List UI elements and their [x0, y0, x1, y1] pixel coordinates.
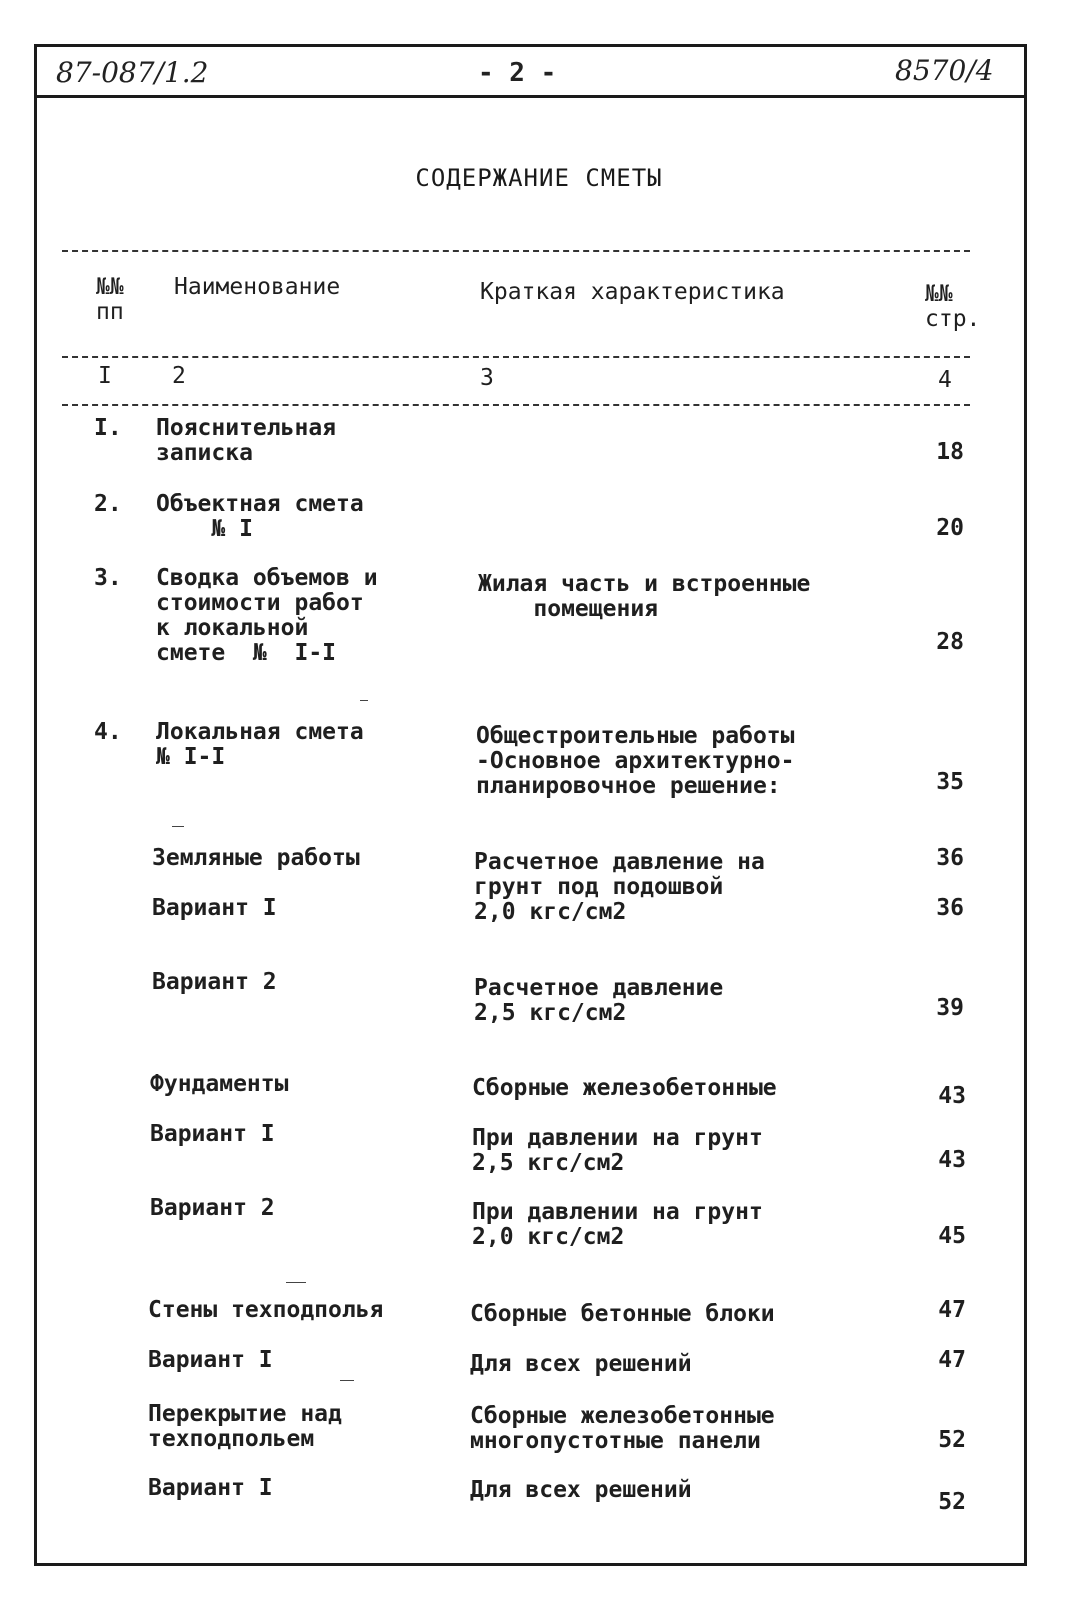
row-number: 2.: [94, 491, 122, 517]
row-page: 39: [936, 995, 964, 1021]
header-rule: [37, 95, 1024, 98]
row-description: Расчетное давление 2,5 кгс/см2: [474, 975, 724, 1026]
row-name: Земляные работы: [152, 845, 360, 871]
row-page: 28: [936, 629, 964, 655]
table-rule: [62, 404, 970, 406]
header-desc: Краткая характеристика: [480, 279, 785, 305]
row-name: Перекрытие над техподпольем: [148, 1401, 342, 1452]
scan-mark: [172, 826, 184, 827]
row-description: 2,0 кгс/см2: [474, 899, 627, 925]
row-page: 45: [938, 1223, 966, 1249]
row-name: Вариант 2: [152, 969, 277, 995]
row-page: 20: [936, 515, 964, 541]
row-description: Сборные бетонные блоки: [470, 1301, 775, 1327]
scan-mark: [286, 1282, 306, 1283]
row-description: Расчетное давление на грунт под подошвой: [474, 849, 765, 900]
row-name: Сводка объемов и стоимости работ к локальной смете № I-I: [156, 565, 378, 666]
row-description: При давлении на грунт 2,0 кгс/см2: [472, 1199, 763, 1250]
row-name: Объектная смета № I: [156, 491, 364, 542]
column-number: 3: [480, 365, 494, 391]
row-name: Локальная смета № I-I: [156, 719, 364, 770]
row-page: 18: [936, 439, 964, 465]
row-name: Вариант I: [152, 895, 277, 921]
row-name: Вариант I: [148, 1347, 273, 1373]
archive-number: 8570/4: [895, 54, 994, 87]
row-description: Для всех решений: [470, 1477, 692, 1503]
table-rule: [62, 250, 970, 252]
row-name: Пояснительная записка: [156, 415, 337, 466]
document-sheet: [34, 44, 1027, 1566]
row-description: Жилая часть и встроенные помещения: [478, 571, 811, 622]
row-description: Сборные железобетонные: [472, 1075, 777, 1101]
header-name: Наименование: [174, 274, 341, 300]
column-number: I: [98, 363, 112, 389]
row-page: 35: [936, 769, 964, 795]
row-description: Общестроительные работы -Основное архитектурно- планировочное решение:: [476, 723, 795, 799]
row-name: Вариант I: [148, 1475, 273, 1501]
row-page: 52: [938, 1427, 966, 1453]
header-page: №№ стр.: [925, 281, 981, 332]
header-no: №№ пп: [96, 274, 124, 325]
row-page: 43: [938, 1147, 966, 1173]
row-number: 3.: [94, 565, 122, 591]
row-description: Сборные железобетонные многопустотные панели: [470, 1403, 775, 1454]
row-number: I.: [94, 415, 122, 441]
scan-mark: [360, 700, 368, 701]
row-page: 52: [938, 1489, 966, 1515]
scan-mark: [340, 1380, 354, 1381]
row-page: 47: [938, 1297, 966, 1323]
doc-code: 87-087/1.2: [56, 56, 209, 89]
row-description: Для всех решений: [470, 1351, 692, 1377]
row-page: 43: [938, 1083, 966, 1109]
column-number: 2: [172, 363, 186, 389]
row-name: Фундаменты: [150, 1071, 289, 1097]
page-title: СОДЕРЖАНИЕ СМЕТЫ: [415, 164, 663, 192]
row-name: Стены техподполья: [148, 1297, 384, 1323]
row-name: Вариант I: [150, 1121, 275, 1147]
row-number: 4.: [94, 719, 122, 745]
table-rule: [62, 356, 970, 358]
row-description: При давлении на грунт 2,5 кгс/см2: [472, 1125, 763, 1176]
column-number: 4: [938, 367, 952, 393]
page-marker: - 2 -: [478, 58, 557, 88]
row-page: 36: [936, 845, 964, 871]
row-page: 36: [936, 895, 964, 921]
row-name: Вариант 2: [150, 1195, 275, 1221]
row-page: 47: [938, 1347, 966, 1373]
